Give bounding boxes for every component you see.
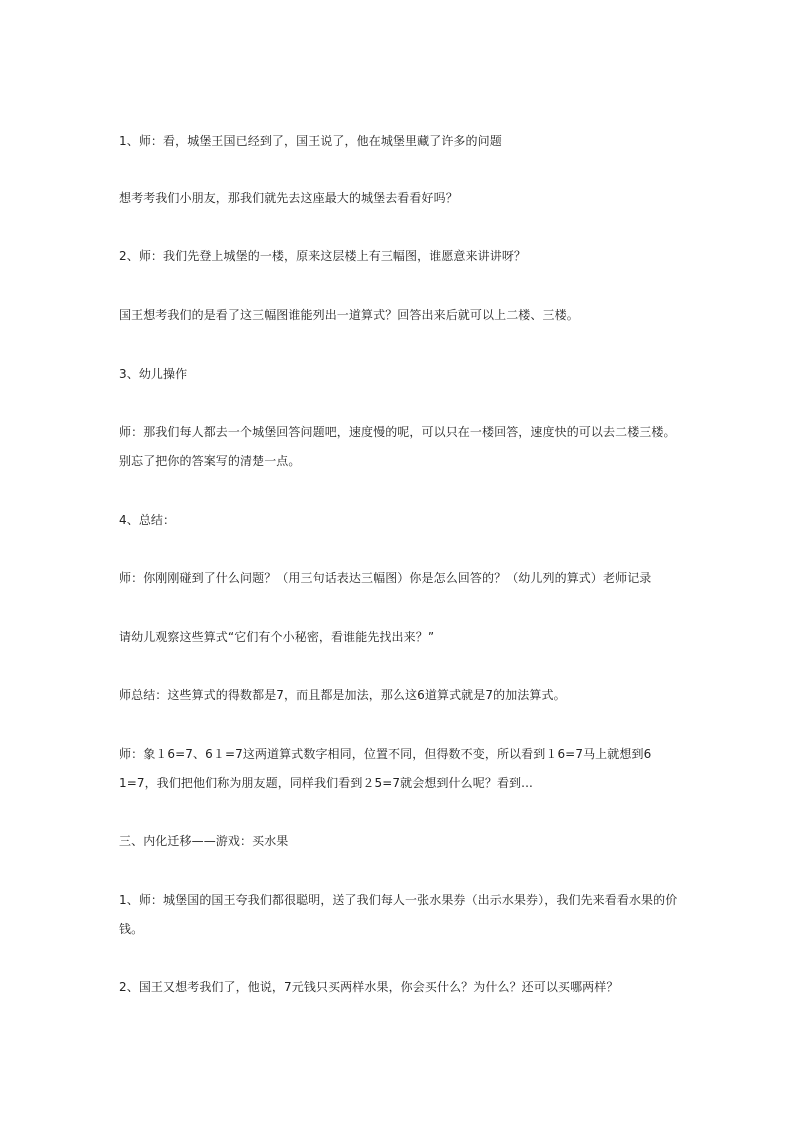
paragraph-line: 别忘了把你的答案写的清楚一点。 [119, 454, 301, 468]
section-heading: 4、总结： [119, 513, 176, 527]
section-heading: 3、幼儿操作 [119, 367, 188, 381]
paragraph-line: 1=7，我们把他们称为朋友题，同样我们看到２5=7就会想到什么呢？看到... [119, 776, 533, 790]
paragraph-line: 师：象１6=7、6１=7这两道算式数字相同，位置不同，但得数不变，所以看到１6=7马上就想到6 [119, 747, 652, 761]
paragraph-line: 钱。 [119, 922, 144, 936]
paragraph-line: 1、师：城堡国的国王夸我们都很聪明，送了我们每人一张水果券（出示水果券），我们先来看看水果的价 [119, 893, 678, 907]
paragraph-line: 师：你刚刚碰到了什么问题？（用三句话表达三幅图）你是怎么回答的？（幼儿列的算式）老师记录 [119, 571, 652, 585]
paragraph-line: 师：那我们每人都去一个城堡回答问题吧，速度慢的呢，可以只在一楼回答，速度快的可以去二楼三楼。 [119, 425, 676, 439]
paragraph-line: 2、国王又想考我们了，他说，7元钱只买两样水果，你会买什么？为什么？还可以买哪两样？ [119, 980, 619, 994]
paragraph-line: 请幼儿观察这些算式“它们有个小秘密，看谁能先找出来？” [119, 630, 435, 644]
paragraph-line: 想考考我们小朋友，那我们就先去这座最大的城堡去看看好吗？ [119, 191, 458, 205]
section-heading: 三、内化迁移——游戏：买水果 [119, 834, 289, 848]
paragraph-line: 国王想考我们的是看了这三幅图谁能列出一道算式？回答出来后就可以上二楼、三楼。 [119, 308, 579, 322]
paragraph-line: 2、师：我们先登上城堡的一楼，原来这层楼上有三幅图，谁愿意来讲讲呀？ [119, 249, 527, 263]
paragraph-line: 1、师：看，城堡王国已经到了，国王说了，他在城堡里藏了许多的问题 [119, 134, 502, 148]
paragraph-line: 师总结：这些算式的得数都是7，而且都是加法，那么这6道算式就是7的加法算式。 [119, 688, 566, 702]
